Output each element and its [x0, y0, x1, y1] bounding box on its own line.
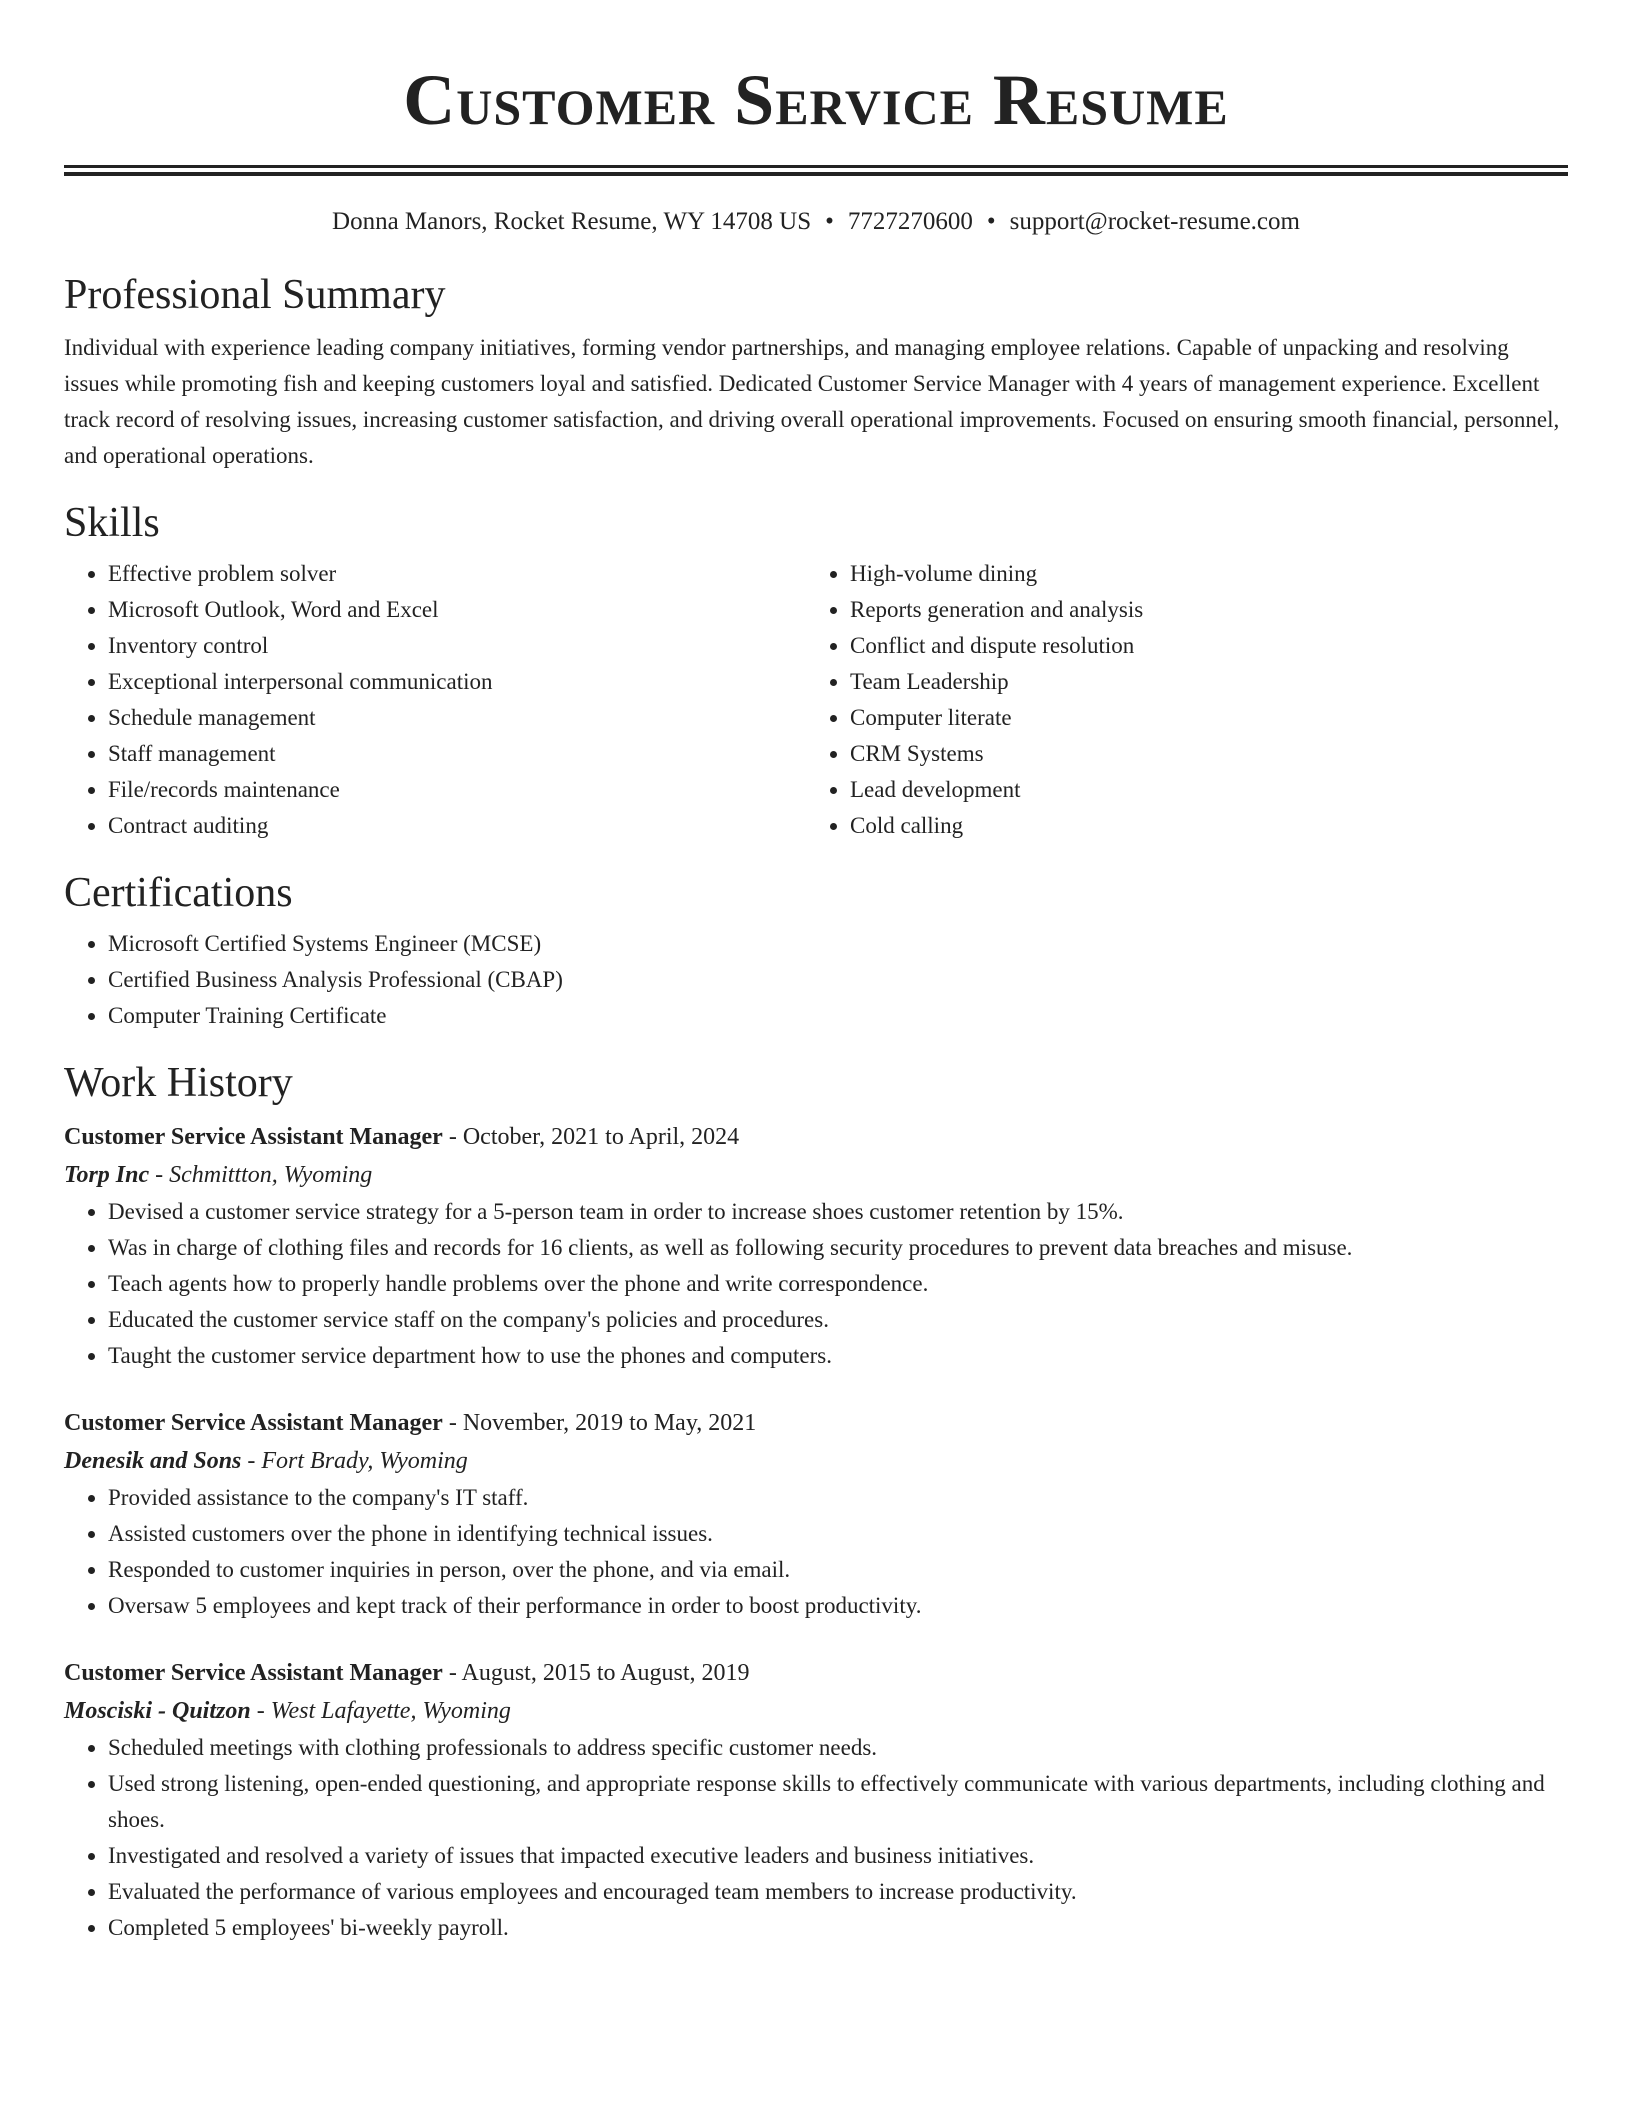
contact-email: support@rocket-resume.com	[1009, 208, 1300, 235]
skill-item: • CRM Systems	[850, 736, 1548, 772]
job-entry	[64, 1654, 1568, 1946]
skills-left-column	[64, 556, 806, 844]
contact-address: Donna Manors, Rocket Resume, WY 14708 US	[332, 208, 812, 235]
skill-item: • Effective problem solver	[108, 556, 806, 592]
skill-item: • Computer literate	[850, 700, 1548, 736]
title-double-rule	[64, 165, 1568, 176]
skill-item: • Microsoft Outlook, Word and Excel	[108, 592, 806, 628]
job-title-line	[64, 1118, 1568, 1156]
job-entry	[64, 1118, 1568, 1374]
job-duty: • Teach agents how to properly handle problems over the phone and write correspondence.	[108, 1266, 1568, 1302]
certifications-heading: Certifications	[64, 870, 293, 916]
job-duty: • Scheduled meetings with clothing professionals to address specific customer needs.	[108, 1730, 1568, 1766]
skill-item: • Cold calling	[850, 808, 1548, 844]
contact-separator: •	[825, 208, 834, 235]
job-title-line	[64, 1404, 1568, 1442]
job-duty: • Provided assistance to the company's IT staff.	[108, 1480, 1568, 1516]
job-duty: • Devised a customer service strategy for a 5-person team in order to increase shoes customer retention by 15%.	[108, 1194, 1568, 1230]
job-duty: • Taught the customer service department how to use the phones and computers.	[108, 1338, 1568, 1374]
skill-item: • Staff management	[108, 736, 806, 772]
job-company: Mosciski - Quitzon	[64, 1698, 251, 1724]
contact-phone: 7727270600	[847, 208, 973, 235]
certification-item: • Computer Training Certificate	[108, 998, 1568, 1034]
job-location: - Fort Brady, Wyoming	[241, 1448, 468, 1474]
job-location: - Schmittton, Wyoming	[149, 1162, 373, 1188]
skill-item: • Reports generation and analysis	[850, 592, 1548, 628]
skill-item: • Schedule management	[108, 700, 806, 736]
job-title: Customer Service Assistant Manager	[64, 1410, 443, 1436]
summary-text: Individual with experience leading company initiatives, forming vendor partnerships, and managing employee relations. Capable of unpacking and resolving issues while promoting fish and keeping customers loyal and satisfied. Dedicated Customer Service Manager with 4 years of management experience. Excellent track record of resolving issues, increasing customer satisfaction, and driving overall operational improvements. Focused on ensuring smooth financial, personnel, and operational operations.	[64, 335, 1560, 468]
job-company-line	[64, 1442, 1568, 1480]
contact-line	[64, 206, 1568, 238]
job-location: - West Lafayette, Wyoming	[250, 1698, 511, 1724]
skills-heading: Skills	[64, 500, 160, 546]
skill-item: • Inventory control	[108, 628, 806, 664]
job-title: Customer Service Assistant Manager	[64, 1124, 443, 1150]
job-duty: • Educated the customer service staff on the company's policies and procedures.	[108, 1302, 1568, 1338]
job-duty: • Oversaw 5 employees and kept track of their performance in order to boost productivity.	[108, 1588, 1568, 1624]
skills-left-list	[64, 556, 806, 844]
job-dates: - November, 2019 to May, 2021	[442, 1410, 757, 1436]
skills-right-column	[806, 556, 1548, 844]
job-title: Customer Service Assistant Manager	[64, 1660, 443, 1686]
skill-item: • File/records maintenance	[108, 772, 806, 808]
contact-separator: •	[986, 208, 996, 235]
job-duty: • Evaluated the performance of various employees and encouraged team members to increase productivity.	[108, 1874, 1568, 1910]
skill-item: • Contract auditing	[108, 808, 806, 844]
summary-heading: Professional Summary	[64, 272, 446, 318]
job-duties-list	[64, 1194, 1568, 1374]
job-duty: • Responded to customer inquiries in person, over the phone, and via email.	[108, 1552, 1568, 1588]
work-history-heading: Work History	[64, 1060, 293, 1106]
job-entry	[64, 1404, 1568, 1624]
job-title-line	[64, 1654, 1568, 1692]
skill-item: • High-volume dining	[850, 556, 1548, 592]
job-company-line	[64, 1692, 1568, 1730]
job-duty: • Used strong listening, open-ended questioning, and appropriate response skills to effectively communicate with various departments, including clothing and shoes.	[108, 1766, 1568, 1838]
job-duty: • Completed 5 employees' bi-weekly payroll.	[108, 1910, 1568, 1946]
job-duties-list	[64, 1480, 1568, 1624]
resume-title: Customer Service Resume	[403, 60, 1229, 140]
skill-item: • Conflict and dispute resolution	[850, 628, 1548, 664]
skill-item: • Exceptional interpersonal communication	[108, 664, 806, 700]
job-dates: - October, 2021 to April, 2024	[442, 1124, 740, 1150]
job-duty: • Assisted customers over the phone in identifying technical issues.	[108, 1516, 1568, 1552]
certification-item: • Microsoft Certified Systems Engineer (MCSE)	[108, 926, 1568, 962]
job-duties-list	[64, 1730, 1568, 1946]
job-dates: - August, 2015 to August, 2019	[442, 1660, 750, 1686]
job-duty: • Was in charge of clothing files and records for 16 clients, as well as following security procedures to prevent data breaches and misuse.	[108, 1230, 1568, 1266]
skill-item: • Team Leadership	[850, 664, 1548, 700]
skills-right-list	[806, 556, 1548, 844]
job-company: Torp Inc	[64, 1162, 150, 1188]
skills-columns	[64, 556, 1568, 844]
certifications-list	[64, 926, 1568, 1034]
skill-item: • Lead development	[850, 772, 1548, 808]
job-company: Denesik and Sons	[64, 1448, 242, 1474]
job-duty: • Investigated and resolved a variety of issues that impacted executive leaders and business initiatives.	[108, 1838, 1568, 1874]
certification-item: • Certified Business Analysis Professional (CBAP)	[108, 962, 1568, 998]
job-company-line	[64, 1156, 1568, 1194]
